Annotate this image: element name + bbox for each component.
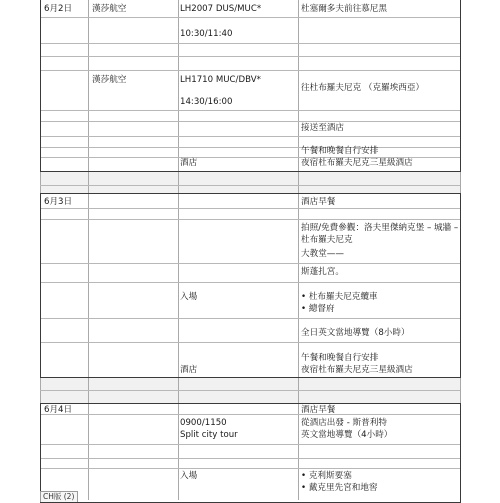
day-block-outline: [40, 403, 461, 503]
hotel-cell: 夜宿杜布羅夫尼克三星級酒店: [301, 158, 413, 168]
cathedral-cell: 大教堂——: [301, 249, 344, 259]
time-cell: 10:30/11:40: [180, 29, 233, 39]
hotel-label-cell: 酒店: [180, 365, 198, 375]
guide-cell: 全日英文當地導覽（8小時）: [301, 328, 410, 338]
guide-cell: 英文當地導覽（4小時）: [301, 430, 393, 440]
date-cell: 6月4日: [44, 405, 73, 415]
grid-line: [40, 185, 460, 186]
day-block-outline: [40, 193, 461, 378]
sheet-tab[interactable]: CH版 (2): [40, 491, 78, 502]
date-cell: 6月2日: [44, 4, 73, 14]
depart-cell: 從酒店出發 - 斯普利特: [301, 418, 387, 428]
attraction-item: • 克利斯要塞: [301, 471, 352, 482]
tour-name-cell: Split city tour: [180, 430, 238, 440]
time-cell: 14:30/16:00: [180, 97, 233, 107]
meals-cell: 午餐和晚餐自行安排: [301, 353, 379, 363]
flight-cell: LH1710 MUC/DBV*: [180, 75, 261, 85]
breakfast-cell: 酒店早餐: [301, 197, 336, 207]
grid-line: [40, 390, 460, 391]
hotel-cell: 夜宿杜布羅夫尼克三星級酒店: [301, 365, 413, 375]
date-cell: 6月3日: [44, 197, 73, 207]
transfer-cell: 接送至酒店: [301, 123, 344, 133]
breakfast-cell: 酒店早餐: [301, 405, 336, 415]
palace-cell: 斯蓬扎宮。: [301, 267, 344, 277]
flight-cell: LH2007 DUS/MUC*: [180, 4, 262, 14]
route-cell: 往杜布羅夫尼克 （克羅埃西亞）: [301, 83, 425, 93]
airline-cell: 漢莎航空: [92, 4, 127, 14]
hotel-label-cell: 酒店: [180, 158, 198, 168]
attraction-item: • 戴克里先宮和地窖: [301, 483, 378, 494]
admission-label-cell: 入場: [180, 292, 198, 302]
attraction-item: • 總督府: [301, 304, 335, 315]
tour-cell: 拍照/免費參觀：洛夫里傑納克堡 – 城牆 – 杜布羅夫尼克: [301, 223, 459, 245]
admission-label-cell: 入場: [180, 471, 198, 481]
attraction-item: • 杜布羅夫尼克纜車: [301, 292, 378, 303]
route-cell: 杜塞爾多夫前往慕尼黑: [301, 4, 387, 14]
airline-cell: 漢莎航空: [92, 75, 127, 85]
time-cell: 0900/1150: [180, 418, 227, 428]
day-separator: [40, 171, 460, 193]
meals-cell: 午餐和晚餐自行安排: [301, 146, 379, 156]
